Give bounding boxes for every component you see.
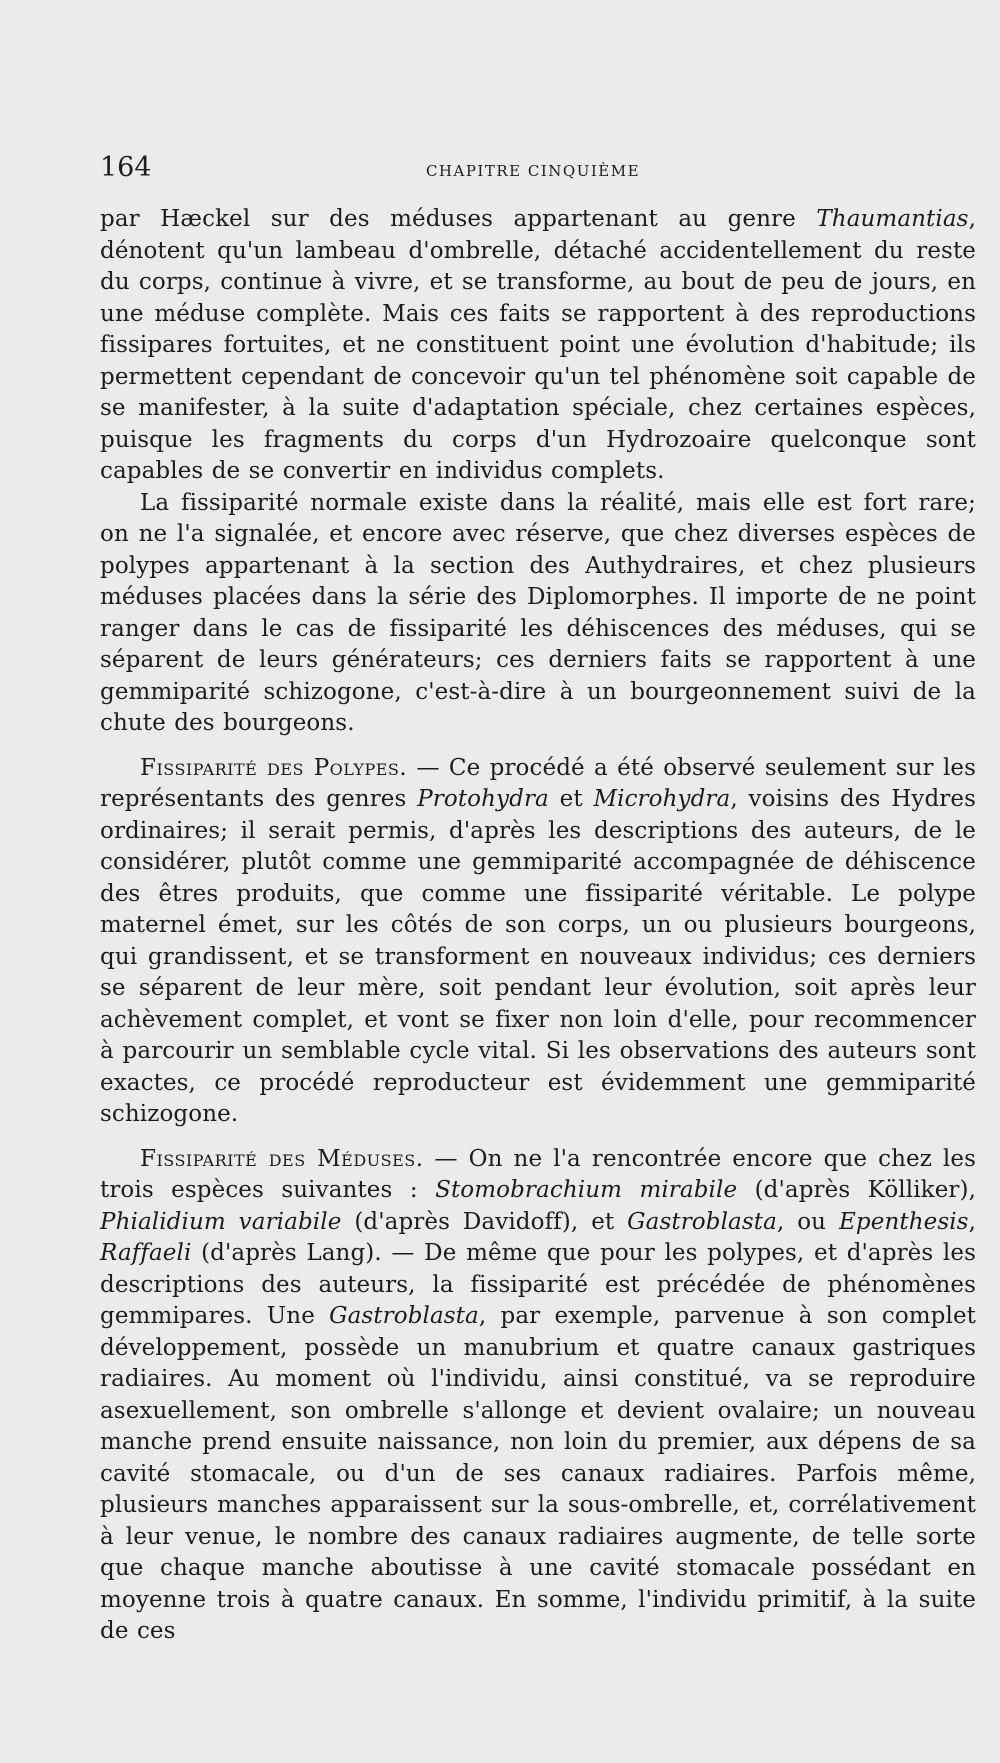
text-run: — Ce procédé a été observé seulement sur les représentants des genres: [100, 754, 977, 812]
text-run: , voisins des Hydres ordinaires; il serait permis, d'après les descriptions des auteurs, de le considérer, plutôt comme une gemmiparité accompagnée de déhiscence des êtres produits, que comme une fissiparité véritable. Le polype maternel émet, sur les côtés de son corps, un ou plusieurs bourgeons, qui grandissent, et se transforment en nouveaux individus; ces derniers se séparent de leur mère, soit pendant leur évolution, soit après leur achèvement complet, et vont se fixer non loin d'elle, pour recommencer à parcourir un semblable cycle vital. Si les observations des auteurs sont exactes, ce procédé reproducteur est évidemment une gemmiparité schizogone.: [100, 786, 976, 1127]
section-heading: Fissiparité des Méduses.: [140, 1145, 424, 1172]
text-run: (d'après Kölliker),: [737, 1177, 977, 1203]
section-heading: Fissiparité des Polypes.: [140, 754, 408, 781]
text-run: et: [548, 786, 594, 812]
paragraph-continued: [100, 204, 976, 488]
text-run: (d'après Lang). — De même que pour les polypes, et d'après les descriptions des auteurs, la fissiparité est précédée de phénomènes gemmipares. Une: [100, 1240, 976, 1329]
text-run: , dénotent qu'un lambeau d'ombrelle, détaché accidentellement du reste du corps, continue à vivre, et se transforme, au bout de peu de jours, en une méduse complète. Mais ces faits se rapportent à des reproductions fissipares fortuites, et ne constituent point une évolution d'habitude; ils permettent cependant de concevoir qu'un tel phénomène soit capable de se manifester, à la suite d'adaptation spéciale, chez certaines espèces, puisque les fragments du corps d'un Hydrozoaire quelconque sont capables de se convertir en individus complets.: [100, 206, 976, 484]
text-run: — On ne l'a rencontrée encore que chez les trois espèces suivantes :: [100, 1145, 976, 1203]
genus-name: Epenthesis: [839, 1208, 969, 1235]
running-header: [100, 152, 976, 196]
paragraph-fissiparite-normale: [100, 488, 976, 740]
genus-name: Microhydra: [593, 786, 731, 812]
section-fissiparite-polypes: [100, 753, 976, 1131]
genus-name: Gastroblasta: [329, 1303, 479, 1329]
species-name: Raffaeli: [100, 1240, 192, 1266]
section-fissiparite-meduses: [100, 1144, 976, 1648]
text-run: ,: [968, 1208, 977, 1235]
genus-name: Protohydra: [417, 786, 549, 812]
body-text: [100, 204, 976, 1648]
genus-name: Thaumantias: [816, 206, 969, 232]
text-run: , par exemple, parvenue à son complet développement, possède un manubrium et quatre canaux gastriques radiaires. Au moment où l'individu, ainsi constitué, va se reproduire asexuellement, son ombrelle s'allonge et devient ovalaire; un nouveau manche prend ensuite naissance, non loin du premier, aux dépens de sa cavité stomacale, ou d'un de ses canaux radiaires. Parfois même, plusieurs manches apparaissent sur la sous-ombrelle, et, corrélativement à leur venue, le nombre des canaux radiaires augmente, de telle sorte que chaque manche aboutisse à une cavité stomacale possédant en moyenne trois à quatre canaux. En somme, l'individu primitif, à la suite de ces: [100, 1303, 977, 1644]
genus-name: Gastroblasta: [627, 1208, 777, 1235]
text-run: (d'après Davidoff), et: [341, 1208, 628, 1235]
page-number: 164: [100, 152, 152, 183]
text-run: par Hæckel sur des méduses appartenant au genre: [100, 206, 817, 232]
species-name: Phialidium variabile: [100, 1208, 342, 1235]
text-run: , ou: [776, 1208, 840, 1235]
chapter-title: CHAPITRE CINQUIÈME: [425, 162, 641, 180]
text-run: La fissiparité normale existe dans la réalité, mais elle est fort rare; on ne l'a signalée, et encore avec réserve, que chez diverses espèces de polypes appartenant à la section des Authydraires, et chez plusieurs méduses placées dans la série des Diplomorphes. Il importe de ne point ranger dans le cas de fissiparité les déhiscences des méduses, qui se séparent de leurs générateurs; ces derniers faits se rapportent à une gemmiparité schizogone, c'est-à-dire à un bourgeonnement suivi de la chute des bourgeons.: [100, 489, 976, 736]
species-name: Stomobrachium mirabile: [435, 1177, 738, 1203]
